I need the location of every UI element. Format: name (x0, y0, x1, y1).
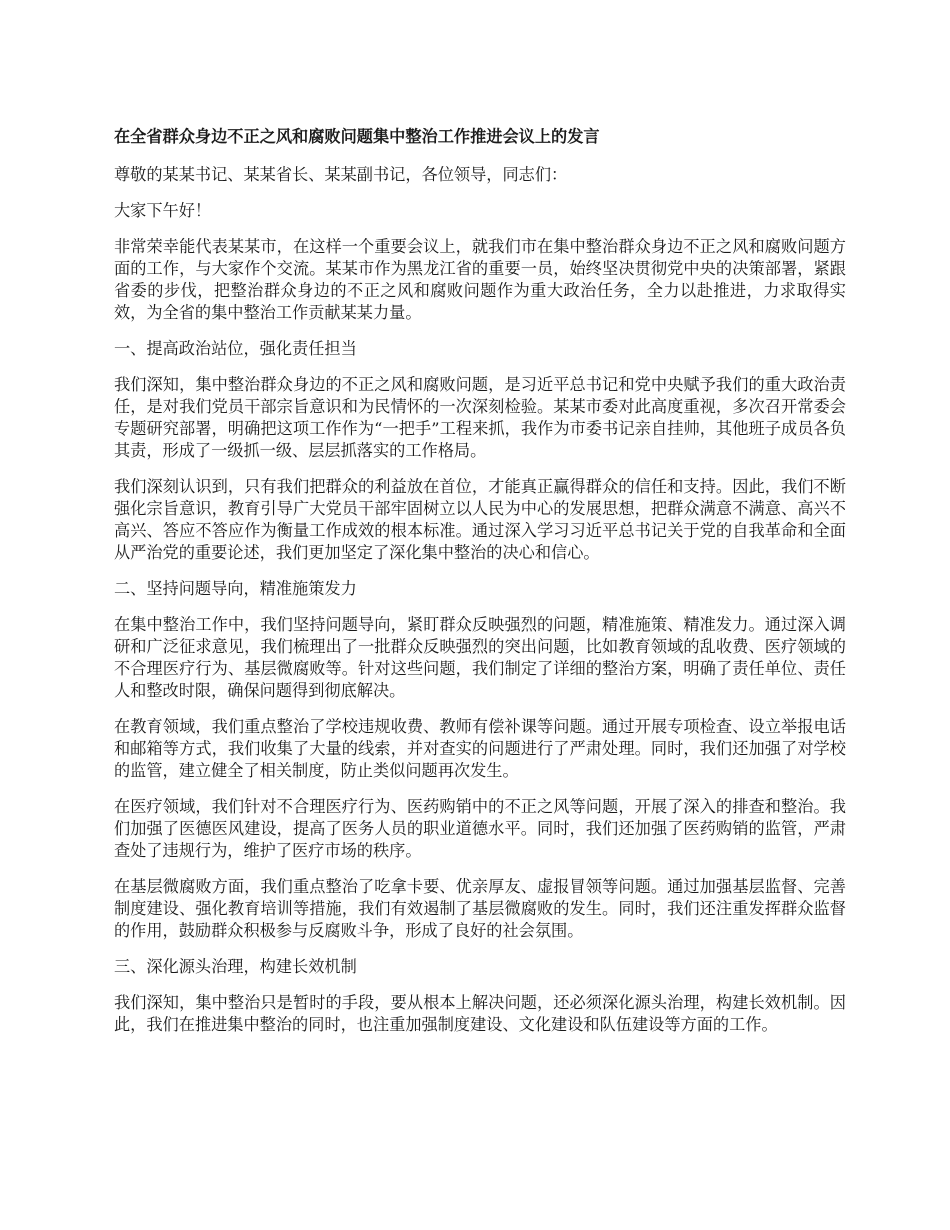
document-title: 在全省群众身边不正之风和腐败问题集中整治工作推进会议上的发言 (114, 127, 600, 146)
greeting: 大家下午好！ (114, 201, 212, 220)
section-3-heading: 三、深化源头治理，构建长效机制 (114, 957, 357, 976)
section-1-heading: 一、提高政治站位，强化责任担当 (114, 339, 357, 358)
section-3-paragraph-1: 我们深知，集中整治只是暂时的手段，要从根本上解决问题，还必须深化源头治理，构建长效机制。因此，我们在推进集中整治的同时，也注重加强制度建设、文化建设和队伍建设等方面的工作。 (114, 993, 846, 1034)
salutation: 尊敬的某某书记、某某省长、某某副书记，各位领导，同志们： (114, 165, 568, 184)
document-page (114, 120, 846, 1050)
intro-paragraph: 非常荣幸能代表某某市，在这样一个重要会议上，就我们市在集中整治群众身边不正之风和腐败问题方面的工作，与大家作个交流。某某市作为黑龙江省的重要一员，始终坚决贯彻党中央的决策部署，紧跟省委的步伐，把整治群众身边的不正之风和腐败问题作为重大政治任务，全力以赴推进，力求取得实效，为全省的集中整治工作贡献某某力量。 (114, 237, 846, 322)
section-2-paragraph-3: 在医疗领域，我们针对不合理医疗行为、医药购销中的不正之风等问题，开展了深入的排查和整治。我们加强了医德医风建设，提高了医务人员的职业道德水平。同时，我们还加强了医药购销的监管，严肃查处了违规行为，维护了医疗市场的秩序。 (114, 797, 846, 860)
section-2-paragraph-1: 在集中整治工作中，我们坚持问题导向，紧盯群众反映强烈的问题，精准施策、精准发力。通过深入调研和广泛征求意见，我们梳理出了一批群众反映强烈的突出问题，比如教育领域的乱收费、医疗领域的不合理医疗行为、基层微腐败等。针对这些问题，我们制定了详细的整治方案，明确了责任单位、责任人和整改时限，确保问题得到彻底解决。 (114, 615, 846, 700)
section-2-paragraph-4: 在基层微腐败方面，我们重点整治了吃拿卡要、优亲厚友、虚报冒领等问题。通过加强基层监督、完善制度建设、强化教育培训等措施，我们有效遏制了基层微腐败的发生。同时，我们还注重发挥群众监督的作用，鼓励群众积极参与反腐败斗争，形成了良好的社会氛围。 (114, 877, 846, 940)
section-2-heading: 二、坚持问题导向，精准施策发力 (114, 579, 357, 598)
section-2-paragraph-2: 在教育领域，我们重点整治了学校违规收费、教师有偿补课等问题。通过开展专项检查、设立举报电话和邮箱等方式，我们收集了大量的线索，并对查实的问题进行了严肃处理。同时，我们还加强了对学校的监管，建立健全了相关制度，防止类似问题再次发生。 (114, 717, 846, 780)
section-1-paragraph-2: 我们深刻认识到，只有我们把群众的利益放在首位，才能真正赢得群众的信任和支持。因此，我们不断强化宗旨意识，教育引导广大党员干部牢固树立以人民为中心的发展思想，把群众满意不满意、高兴不高兴、答应不答应作为衡量工作成效的根本标准。通过深入学习习近平总书记关于党的自我革命和全面从严治党的重要论述，我们更加坚定了深化集中整治的决心和信心。 (114, 477, 846, 562)
section-1-paragraph-1: 我们深知，集中整治群众身边的不正之风和腐败问题，是习近平总书记和党中央赋予我们的重大政治责任，是对我们党员干部宗旨意识和为民情怀的一次深刻检验。某某市委对此高度重视，多次召开常委会专题研究部署，明确把这项工作作为“一把手”工程来抓，我作为市委书记亲自挂帅，其他班子成员各负其责，形成了一级抓一级、层层抓落实的工作格局。 (114, 375, 846, 460)
